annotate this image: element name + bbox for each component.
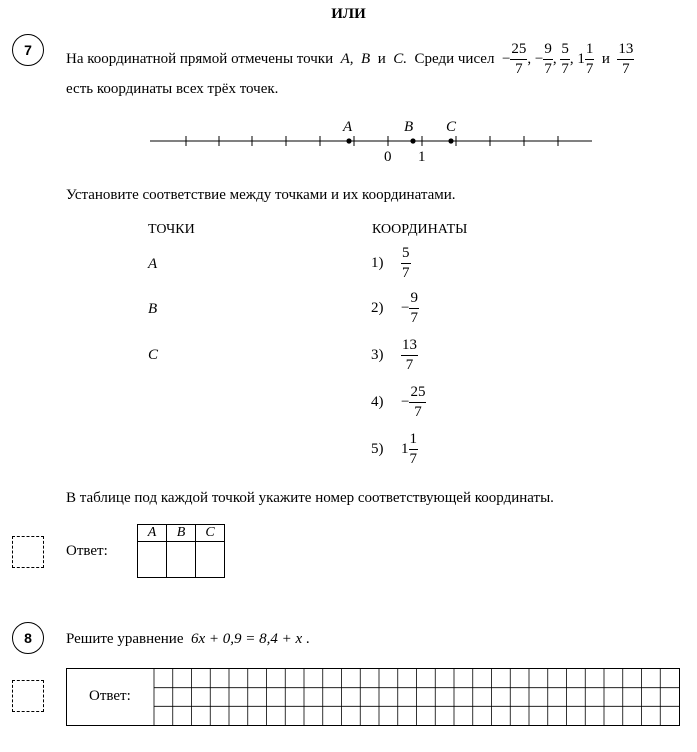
axis-label-b: B bbox=[404, 119, 414, 135]
number-2-sign: − bbox=[534, 50, 544, 67]
fraction-1-1-7: $\frac{1}{7}$ bbox=[585, 41, 594, 77]
col-points-header: ТОЧКИ bbox=[148, 222, 195, 237]
axis-one: 1 bbox=[418, 149, 426, 165]
answer-grid-lines bbox=[67, 669, 679, 725]
task7-score-box bbox=[12, 536, 44, 568]
option-1: 1) $\frac{5}{7}$ bbox=[371, 245, 410, 281]
task7-text-before: На координатной прямой отмечены точки bbox=[66, 50, 334, 67]
task7-line2: есть координаты всех трёх точек. bbox=[66, 81, 279, 97]
axis-label-c: C bbox=[446, 119, 457, 135]
axis-label-a: A bbox=[343, 119, 353, 135]
option-2: 2) − $\frac{9}{7}$ bbox=[371, 290, 418, 326]
point-c-ref: C. bbox=[393, 50, 407, 67]
task7-answer-label: Ответ: bbox=[66, 543, 108, 559]
fraction-5-7: $\frac{5}{7}$ bbox=[561, 41, 569, 77]
task7-answer-table bbox=[137, 524, 225, 578]
fraction-neg-9-7: $\frac{9}{7}$ bbox=[544, 41, 552, 77]
option-5-fraction: $\frac{1}{7}$ bbox=[409, 431, 417, 467]
table-instruction: В таблице под каждой точкой укажите номер соответствующей координаты. bbox=[66, 490, 554, 506]
and-word-2: и bbox=[601, 50, 610, 67]
number-1-sign: − bbox=[501, 50, 511, 67]
answer-header-a: A bbox=[138, 525, 167, 542]
answer-cell-a[interactable] bbox=[138, 542, 167, 578]
fraction-neg-25-7: $\frac{25}{7}$ bbox=[511, 41, 527, 77]
task-number-8: 8 bbox=[12, 622, 44, 654]
point-c-dot bbox=[448, 138, 453, 143]
and-word: и bbox=[377, 50, 386, 67]
task8-score-box bbox=[12, 680, 44, 712]
number-4-whole: 1 bbox=[577, 50, 585, 67]
task8-answer-label: Ответ: bbox=[89, 688, 131, 704]
axis-zero: 0 bbox=[384, 149, 392, 165]
task7-instruction: Установите соответствие между точками и их координатами. bbox=[66, 187, 456, 203]
answer-header-c: C bbox=[196, 525, 225, 542]
task-number-7: 7 bbox=[12, 34, 44, 66]
answer-header-b: B bbox=[167, 525, 196, 542]
point-a-dot bbox=[346, 138, 351, 143]
point-c-label: C bbox=[148, 347, 159, 363]
point-b-label: B bbox=[148, 301, 158, 317]
option-5: 5) 1 $\frac{1}{7}$ bbox=[371, 431, 417, 467]
option-2-fraction: $\frac{9}{7}$ bbox=[410, 290, 418, 326]
option-4-fraction: $\frac{25}{7}$ bbox=[410, 384, 426, 420]
answer-cell-b[interactable] bbox=[167, 542, 196, 578]
col-coords-header: КООРДИНАТЫ bbox=[372, 222, 468, 237]
task8-text: Решите уравнение bbox=[66, 631, 184, 647]
option-1-fraction: $\frac{5}{7}$ bbox=[402, 245, 410, 281]
option-3: 3) $\frac{13}{7}$ bbox=[371, 337, 417, 373]
option-3-fraction: $\frac{13}{7}$ bbox=[402, 337, 417, 373]
point-a-ref: A, bbox=[340, 50, 354, 67]
task7-text-numbers: Среди чисел bbox=[414, 50, 495, 67]
answer-cell-c[interactable] bbox=[196, 542, 225, 578]
task8-period: . bbox=[305, 631, 310, 647]
point-a-label: A bbox=[148, 256, 158, 272]
option-4: 4) − $\frac{25}{7}$ bbox=[371, 384, 426, 420]
point-b-ref: B bbox=[361, 50, 371, 67]
task8-answer-grid[interactable] bbox=[66, 668, 680, 726]
point-b-dot bbox=[410, 138, 415, 143]
task8-equation: 6x + 0,9 = 8,4 + x bbox=[190, 631, 303, 647]
task7-statement: На координатной прямой отмечены точки A, B и C. Среди чисел − $\frac{25}{7}$ , − $\frac{9}{7}$ , $\frac{5}{7}$ , 1 $\frac{1}{7}$ и $\frac{13}{7}$ bbox=[66, 41, 634, 77]
task8-statement bbox=[66, 631, 310, 648]
header-ili: ИЛИ bbox=[331, 6, 366, 22]
fraction-13-7: $\frac{13}{7}$ bbox=[618, 41, 634, 77]
